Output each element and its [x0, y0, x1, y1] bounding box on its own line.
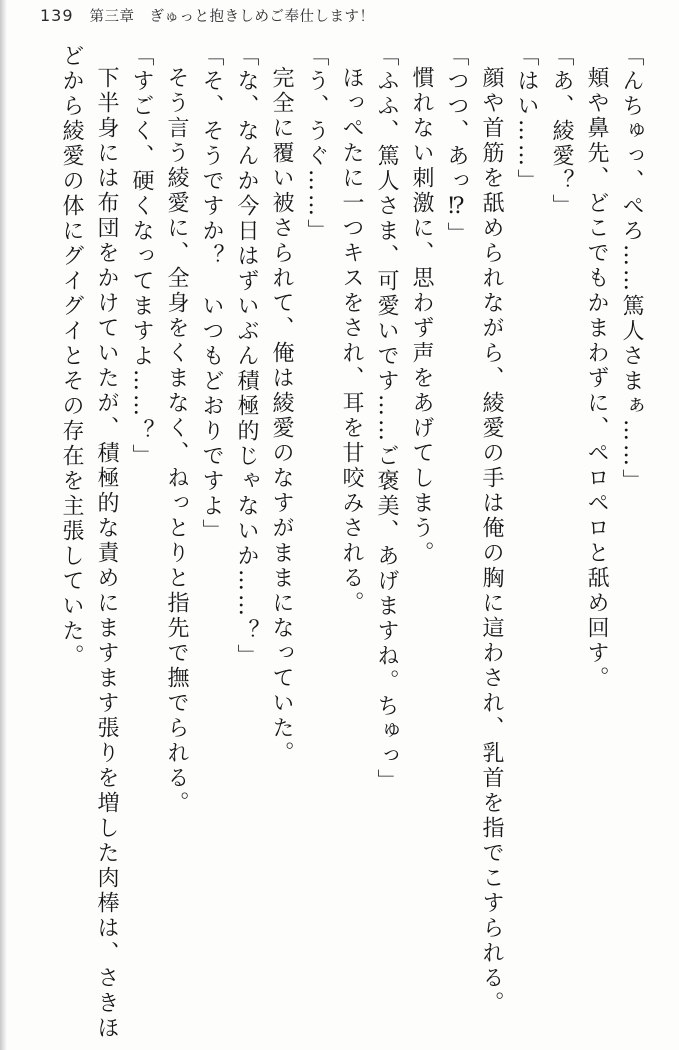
paragraph: 「ふふ、篤人さま、可愛いです……ご褒美、あげますね。ちゅっ」	[374, 44, 399, 794]
chapter-title: 第三章 ぎゅっと抱きしめご奉仕します！	[89, 9, 375, 25]
paragraph: 「すごく、硬くなってますよ……？」	[129, 44, 154, 469]
page-header	[40, 5, 375, 26]
paragraph: 「う、うぐ……」	[304, 44, 329, 244]
paragraph: 「んちゅっ、ぺろ……篤人さまぁ……」	[619, 44, 644, 494]
paragraph: 「あ、綾愛？」	[549, 44, 574, 219]
paragraph: 「つつ、あっ⁉」	[444, 44, 469, 247]
paragraph: 完全に覆い被さられて、俺は綾愛のなすがままになっていた。	[269, 66, 294, 766]
paragraph: 頬や鼻先、どこでもかまわずに、ペロペロと舐め回す。	[584, 66, 609, 691]
page-number: 139	[40, 6, 74, 25]
text-body	[54, 44, 649, 1046]
paragraph: ほっぺたに一つキスをされ、耳を甘咬みされる。	[339, 66, 364, 616]
paragraph: そう言う綾愛に、全身をくまなく、ねっとりと指先で撫でられる。	[164, 66, 189, 816]
paragraph: 慣れない刺激に、思わず声をあげてしまう。	[409, 66, 434, 566]
paragraph: 「な、なんか今日はずいぶん積極的じゃないか……？」	[234, 44, 259, 669]
paragraph: 顔や首筋を舐められながら、綾愛の手は俺の胸に這わされ、乳首を指でこすられる。	[479, 66, 504, 1016]
paragraph: 「そ、そうですか？ いつもどおりですよ」	[199, 44, 224, 544]
paragraph: 「はい……」	[514, 44, 539, 194]
paragraph: 下半身には布団をかけていたが、積極的な責めにますます張りを増した肉棒は、さきほどから綾愛の体にグイグイとその存在を主張していた。	[59, 44, 119, 1041]
